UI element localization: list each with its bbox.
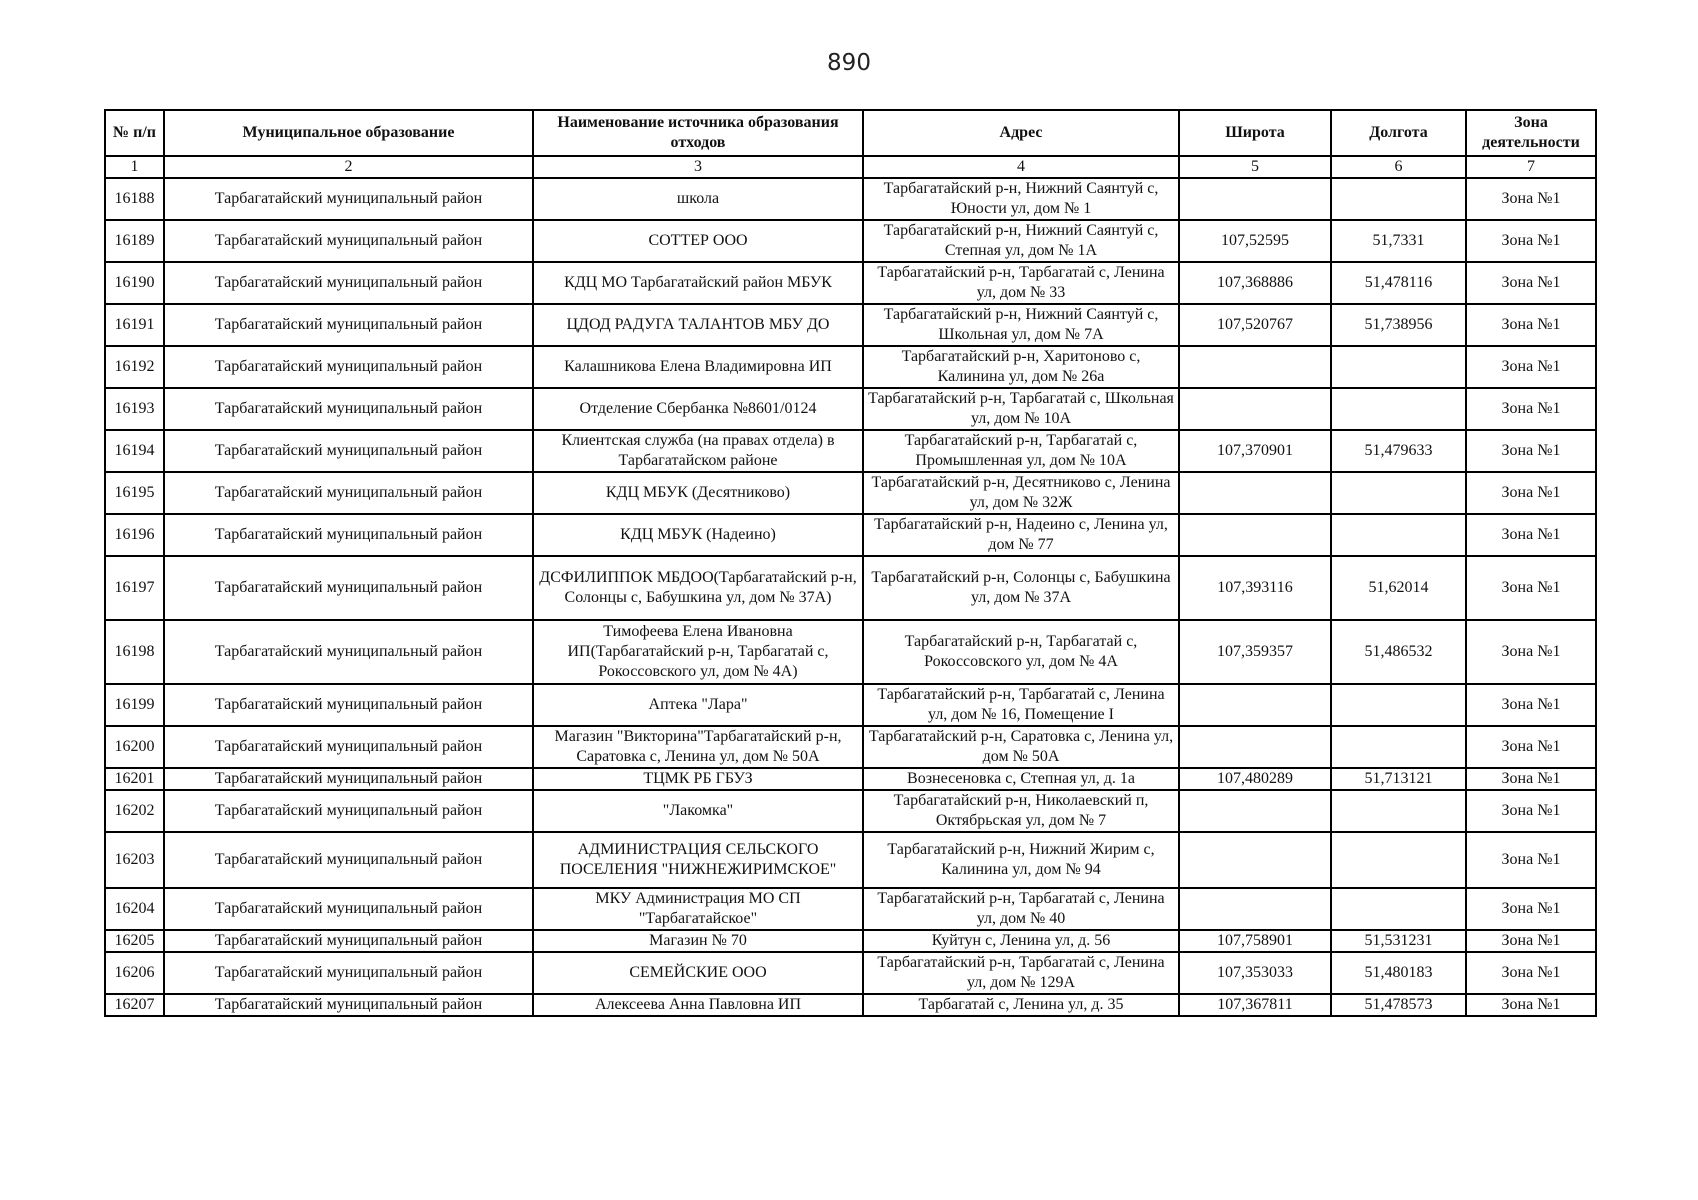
row-number: 16192 bbox=[105, 346, 164, 388]
source-cell: школа bbox=[533, 178, 863, 220]
header-zone: Зона деятельности bbox=[1466, 110, 1596, 156]
longitude-cell bbox=[1331, 514, 1466, 556]
header-longitude: Долгота bbox=[1331, 110, 1466, 156]
latitude-cell bbox=[1179, 888, 1331, 930]
address-cell: Тарбагатайский р-н, Надеино с, Ленина ул, дом № 77 bbox=[863, 514, 1179, 556]
longitude-cell bbox=[1331, 790, 1466, 832]
zone-cell: Зона №1 bbox=[1466, 620, 1596, 684]
header-source: Наименование источника образования отходов bbox=[533, 110, 863, 156]
table-row bbox=[105, 768, 1596, 790]
table-row bbox=[105, 684, 1596, 726]
municipality-cell: Тарбагатайский муниципальный район bbox=[164, 620, 533, 684]
municipality-cell: Тарбагатайский муниципальный район bbox=[164, 930, 533, 952]
address-cell: Тарбагатайский р-н, Десятниково с, Ленина ул, дом № 32Ж bbox=[863, 472, 1179, 514]
zone-cell: Зона №1 bbox=[1466, 388, 1596, 430]
column-number: 7 bbox=[1466, 156, 1596, 178]
longitude-cell bbox=[1331, 472, 1466, 514]
source-cell: АДМИНИСТРАЦИЯ СЕЛЬСКОГО ПОСЕЛЕНИЯ "НИЖНЕЖИРИМСКОЕ" bbox=[533, 832, 863, 888]
source-cell: ДСФИЛИППОК МБДОО(Тарбагатайский р-н, Солонцы с, Бабушкина ул, дом № 37А) bbox=[533, 556, 863, 620]
row-number: 16203 bbox=[105, 832, 164, 888]
table-row bbox=[105, 888, 1596, 930]
municipality-cell: Тарбагатайский муниципальный район bbox=[164, 556, 533, 620]
address-cell: Тарбагатайский р-н, Солонцы с, Бабушкина ул, дом № 37А bbox=[863, 556, 1179, 620]
zone-cell: Зона №1 bbox=[1466, 262, 1596, 304]
row-number: 16190 bbox=[105, 262, 164, 304]
address-cell: Тарбагатайский р-н, Тарбагатай с, Ленина ул, дом № 16, Помещение I bbox=[863, 684, 1179, 726]
source-cell: Клиентская служба (на правах отдела) в Тарбагатайском районе bbox=[533, 430, 863, 472]
row-number: 16201 bbox=[105, 768, 164, 790]
source-cell: СОТТЕР ООО bbox=[533, 220, 863, 262]
longitude-cell bbox=[1331, 684, 1466, 726]
longitude-cell bbox=[1331, 178, 1466, 220]
row-number: 16195 bbox=[105, 472, 164, 514]
longitude-cell bbox=[1331, 832, 1466, 888]
longitude-cell: 51,486532 bbox=[1331, 620, 1466, 684]
column-number-row bbox=[105, 156, 1596, 178]
zone-cell: Зона №1 bbox=[1466, 346, 1596, 388]
row-number: 16200 bbox=[105, 726, 164, 768]
header-address: Адрес bbox=[863, 110, 1179, 156]
address-cell: Тарбагатайский р-н, Николаевский п, Октябрьская ул, дом № 7 bbox=[863, 790, 1179, 832]
table-row bbox=[105, 556, 1596, 620]
header-latitude: Широта bbox=[1179, 110, 1331, 156]
latitude-cell: 107,758901 bbox=[1179, 930, 1331, 952]
row-number: 16193 bbox=[105, 388, 164, 430]
source-cell: "Лакомка" bbox=[533, 790, 863, 832]
longitude-cell: 51,62014 bbox=[1331, 556, 1466, 620]
longitude-cell: 51,531231 bbox=[1331, 930, 1466, 952]
table-row bbox=[105, 514, 1596, 556]
address-cell: Тарбагатайский р-н, Саратовка с, Ленина ул, дом № 50А bbox=[863, 726, 1179, 768]
zone-cell: Зона №1 bbox=[1466, 930, 1596, 952]
latitude-cell: 107,359357 bbox=[1179, 620, 1331, 684]
longitude-cell: 51,7331 bbox=[1331, 220, 1466, 262]
municipality-cell: Тарбагатайский муниципальный район bbox=[164, 472, 533, 514]
address-cell: Тарбагатайский р-н, Тарбагатай с, Ленина ул, дом № 129А bbox=[863, 952, 1179, 994]
municipality-cell: Тарбагатайский муниципальный район bbox=[164, 388, 533, 430]
latitude-cell: 107,393116 bbox=[1179, 556, 1331, 620]
address-cell: Куйтун с, Ленина ул, д. 56 bbox=[863, 930, 1179, 952]
municipality-cell: Тарбагатайский муниципальный район bbox=[164, 684, 533, 726]
address-cell: Тарбагатайский р-н, Тарбагатай с, Промышленная ул, дом № 10А bbox=[863, 430, 1179, 472]
municipality-cell: Тарбагатайский муниципальный район bbox=[164, 832, 533, 888]
zone-cell: Зона №1 bbox=[1466, 556, 1596, 620]
zone-cell: Зона №1 bbox=[1466, 430, 1596, 472]
latitude-cell bbox=[1179, 388, 1331, 430]
zone-cell: Зона №1 bbox=[1466, 684, 1596, 726]
waste-source-table bbox=[104, 109, 1597, 1017]
address-cell: Тарбагатайский р-н, Нижний Саянтуй с, Степная ул, дом № 1А bbox=[863, 220, 1179, 262]
municipality-cell: Тарбагатайский муниципальный район bbox=[164, 888, 533, 930]
table-row bbox=[105, 220, 1596, 262]
municipality-cell: Тарбагатайский муниципальный район bbox=[164, 220, 533, 262]
row-number: 16199 bbox=[105, 684, 164, 726]
zone-cell: Зона №1 bbox=[1466, 472, 1596, 514]
longitude-cell: 51,738956 bbox=[1331, 304, 1466, 346]
zone-cell: Зона №1 bbox=[1466, 514, 1596, 556]
table-row bbox=[105, 930, 1596, 952]
latitude-cell: 107,520767 bbox=[1179, 304, 1331, 346]
latitude-cell: 107,368886 bbox=[1179, 262, 1331, 304]
longitude-cell: 51,713121 bbox=[1331, 768, 1466, 790]
latitude-cell bbox=[1179, 726, 1331, 768]
zone-cell: Зона №1 bbox=[1466, 220, 1596, 262]
source-cell: Калашникова Елена Владимировна ИП bbox=[533, 346, 863, 388]
source-cell: Тимофеева Елена Ивановна ИП(Тарбагатайский р-н, Тарбагатай с, Рокоссовского ул, дом № 4А) bbox=[533, 620, 863, 684]
zone-cell: Зона №1 bbox=[1466, 304, 1596, 346]
row-number: 16207 bbox=[105, 994, 164, 1016]
source-cell: КДЦ МБУК (Десятниково) bbox=[533, 472, 863, 514]
municipality-cell: Тарбагатайский муниципальный район bbox=[164, 514, 533, 556]
municipality-cell: Тарбагатайский муниципальный район bbox=[164, 726, 533, 768]
address-cell: Тарбагатай с, Ленина ул, д. 35 bbox=[863, 994, 1179, 1016]
column-number: 6 bbox=[1331, 156, 1466, 178]
address-cell: Тарбагатайский р-н, Нижний Саянтуй с, Школьная ул, дом № 7А bbox=[863, 304, 1179, 346]
row-number: 16189 bbox=[105, 220, 164, 262]
source-cell: КДЦ МО Тарбагатайский район МБУК bbox=[533, 262, 863, 304]
row-number: 16197 bbox=[105, 556, 164, 620]
table-row bbox=[105, 388, 1596, 430]
address-cell: Тарбагатайский р-н, Нижний Жирим с, Калинина ул, дом № 94 bbox=[863, 832, 1179, 888]
zone-cell: Зона №1 bbox=[1466, 888, 1596, 930]
table-row bbox=[105, 430, 1596, 472]
municipality-cell: Тарбагатайский муниципальный район bbox=[164, 346, 533, 388]
source-cell: Аптека "Лара" bbox=[533, 684, 863, 726]
source-cell: КДЦ МБУК (Надеино) bbox=[533, 514, 863, 556]
latitude-cell bbox=[1179, 832, 1331, 888]
row-number: 16204 bbox=[105, 888, 164, 930]
latitude-cell bbox=[1179, 472, 1331, 514]
table-row bbox=[105, 262, 1596, 304]
zone-cell: Зона №1 bbox=[1466, 178, 1596, 220]
latitude-cell: 107,367811 bbox=[1179, 994, 1331, 1016]
municipality-cell: Тарбагатайский муниципальный район bbox=[164, 304, 533, 346]
latitude-cell bbox=[1179, 514, 1331, 556]
source-cell: Магазин № 70 bbox=[533, 930, 863, 952]
row-number: 16191 bbox=[105, 304, 164, 346]
latitude-cell bbox=[1179, 684, 1331, 726]
latitude-cell: 107,353033 bbox=[1179, 952, 1331, 994]
header-num: № п/п bbox=[105, 110, 164, 156]
table-row bbox=[105, 952, 1596, 994]
longitude-cell: 51,478573 bbox=[1331, 994, 1466, 1016]
table-row bbox=[105, 304, 1596, 346]
address-cell: Тарбагатайский р-н, Харитоново с, Калинина ул, дом № 26а bbox=[863, 346, 1179, 388]
address-cell: Тарбагатайский р-н, Тарбагатай с, Школьная ул, дом № 10А bbox=[863, 388, 1179, 430]
municipality-cell: Тарбагатайский муниципальный район bbox=[164, 952, 533, 994]
municipality-cell: Тарбагатайский муниципальный район bbox=[164, 994, 533, 1016]
row-number: 16194 bbox=[105, 430, 164, 472]
column-number: 2 bbox=[164, 156, 533, 178]
source-cell: СЕМЕЙСКИЕ ООО bbox=[533, 952, 863, 994]
longitude-cell: 51,480183 bbox=[1331, 952, 1466, 994]
column-number: 4 bbox=[863, 156, 1179, 178]
latitude-cell bbox=[1179, 790, 1331, 832]
latitude-cell: 107,52595 bbox=[1179, 220, 1331, 262]
header-municipality: Муниципальное образование bbox=[164, 110, 533, 156]
source-cell: МКУ Администрация МО СП "Тарбагатайское" bbox=[533, 888, 863, 930]
table-row bbox=[105, 620, 1596, 684]
address-cell: Тарбагатайский р-н, Тарбагатай с, Рокоссовского ул, дом № 4А bbox=[863, 620, 1179, 684]
source-cell: ТЦМК РБ ГБУЗ bbox=[533, 768, 863, 790]
column-number: 5 bbox=[1179, 156, 1331, 178]
table-row bbox=[105, 178, 1596, 220]
source-cell: Магазин "Викторина"Тарбагатайский р-н, Саратовка с, Ленина ул, дом № 50А bbox=[533, 726, 863, 768]
longitude-cell bbox=[1331, 346, 1466, 388]
address-cell: Тарбагатайский р-н, Тарбагатай с, Ленина ул, дом № 33 bbox=[863, 262, 1179, 304]
source-cell: ЦДОД РАДУГА ТАЛАНТОВ МБУ ДО bbox=[533, 304, 863, 346]
zone-cell: Зона №1 bbox=[1466, 790, 1596, 832]
address-cell: Вознесеновка с, Степная ул, д. 1а bbox=[863, 768, 1179, 790]
municipality-cell: Тарбагатайский муниципальный район bbox=[164, 178, 533, 220]
longitude-cell bbox=[1331, 726, 1466, 768]
column-number: 3 bbox=[533, 156, 863, 178]
longitude-cell bbox=[1331, 888, 1466, 930]
zone-cell: Зона №1 bbox=[1466, 994, 1596, 1016]
municipality-cell: Тарбагатайский муниципальный район bbox=[164, 790, 533, 832]
page-number: 890 bbox=[827, 50, 871, 76]
address-cell: Тарбагатайский р-н, Тарбагатай с, Ленина ул, дом № 40 bbox=[863, 888, 1179, 930]
table-row bbox=[105, 346, 1596, 388]
source-cell: Алексеева Анна Павловна ИП bbox=[533, 994, 863, 1016]
address-cell: Тарбагатайский р-н, Нижний Саянтуй с, Юности ул, дом № 1 bbox=[863, 178, 1179, 220]
column-number: 1 bbox=[105, 156, 164, 178]
row-number: 16205 bbox=[105, 930, 164, 952]
header-row bbox=[105, 110, 1596, 156]
zone-cell: Зона №1 bbox=[1466, 726, 1596, 768]
longitude-cell: 51,479633 bbox=[1331, 430, 1466, 472]
zone-cell: Зона №1 bbox=[1466, 952, 1596, 994]
row-number: 16196 bbox=[105, 514, 164, 556]
latitude-cell: 107,480289 bbox=[1179, 768, 1331, 790]
table-row bbox=[105, 472, 1596, 514]
longitude-cell: 51,478116 bbox=[1331, 262, 1466, 304]
longitude-cell bbox=[1331, 388, 1466, 430]
zone-cell: Зона №1 bbox=[1466, 832, 1596, 888]
source-cell: Отделение Сбербанка №8601/0124 bbox=[533, 388, 863, 430]
municipality-cell: Тарбагатайский муниципальный район bbox=[164, 430, 533, 472]
table-row bbox=[105, 726, 1596, 768]
municipality-cell: Тарбагатайский муниципальный район bbox=[164, 768, 533, 790]
municipality-cell: Тарбагатайский муниципальный район bbox=[164, 262, 533, 304]
row-number: 16206 bbox=[105, 952, 164, 994]
table-row bbox=[105, 832, 1596, 888]
latitude-cell bbox=[1179, 178, 1331, 220]
zone-cell: Зона №1 bbox=[1466, 768, 1596, 790]
table-row bbox=[105, 994, 1596, 1016]
latitude-cell: 107,370901 bbox=[1179, 430, 1331, 472]
row-number: 16198 bbox=[105, 620, 164, 684]
row-number: 16202 bbox=[105, 790, 164, 832]
table-row bbox=[105, 790, 1596, 832]
row-number: 16188 bbox=[105, 178, 164, 220]
latitude-cell bbox=[1179, 346, 1331, 388]
